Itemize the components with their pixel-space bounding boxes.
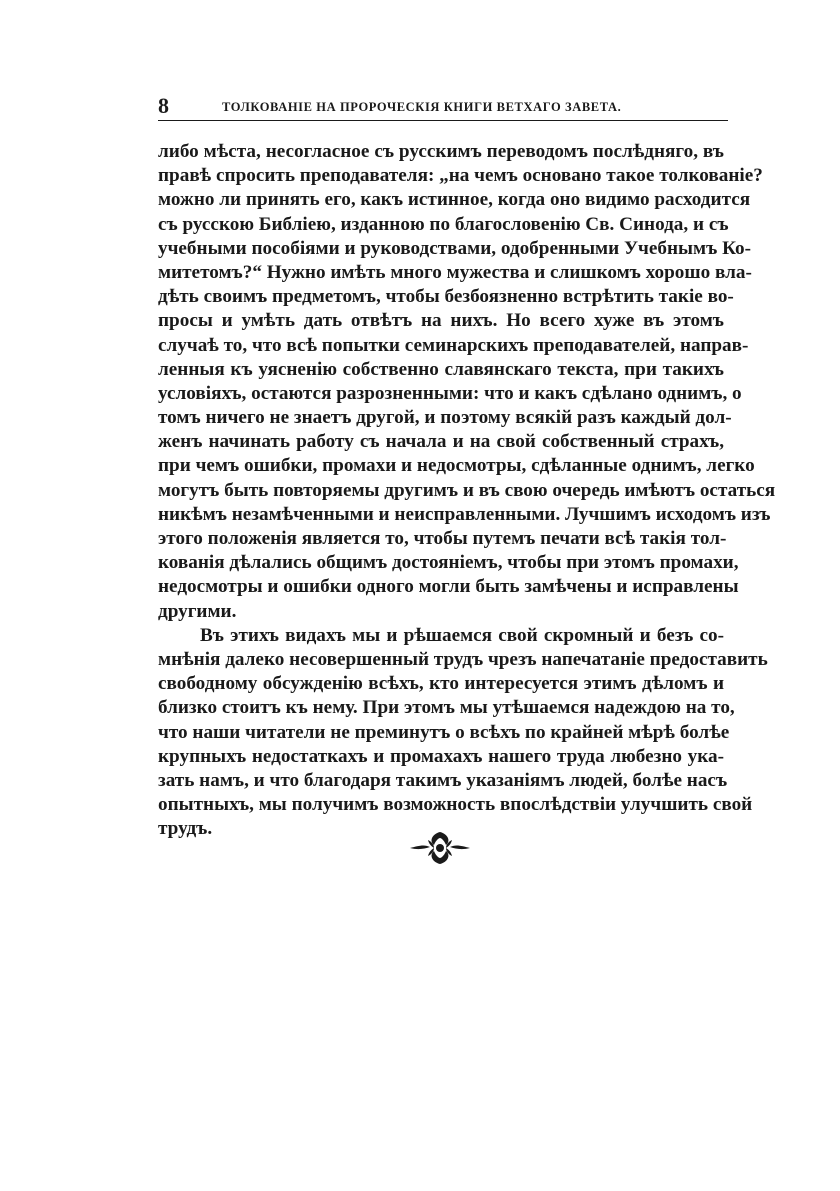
text-line: трудъ. — [158, 818, 213, 840]
body-text — [158, 140, 776, 841]
text-line: недосмотры и ошибки одного могли быть замѣчены и исправлены — [158, 576, 739, 598]
text-line: томъ ничего не знаетъ другой, и поэтому всякій разъ каждый дол- — [158, 407, 732, 429]
text-line: крупныхъ недостаткахъ и промахахъ нашего труда любезно ука- — [158, 745, 724, 767]
paragraph-2 — [158, 624, 768, 842]
page-number: 8 — [158, 93, 169, 118]
text-line: митетомъ?“ Нужно имѣть много мужества и слишкомъ хорошо вла- — [158, 261, 752, 283]
paragraph-1 — [158, 140, 776, 624]
text-line: опытныхъ, мы получимъ возможность впослѣдствіи улучшить свой — [158, 794, 753, 816]
text-line: свободному обсужденію всѣхъ, кто интересуется этимъ дѣломъ и — [158, 673, 724, 695]
text-line: кованія дѣлались общимъ достояніемъ, чтобы при этомъ промахи, — [158, 552, 739, 574]
fleuron-icon — [410, 830, 470, 866]
text-line: при чемъ ошибки, промахи и недосмотры, сдѣланные однимъ, легко — [158, 455, 755, 477]
text-line: случаѣ то, что всѣ попытки семинарскихъ преподавателей, направ- — [158, 334, 749, 356]
text-line: учебными пособіями и руководствами, одобренными Учебнымъ Ко- — [158, 237, 752, 259]
text-line: никѣмъ незамѣченными и неисправленными. Лучшимъ исходомъ изъ — [158, 503, 771, 525]
text-line: что наши читатели не преминутъ о всѣхъ по крайней мѣрѣ болѣе — [158, 721, 730, 743]
page-header — [158, 94, 728, 124]
text-line: правѣ спросить преподавателя: „на чемъ основано такое толкованіе? — [158, 165, 763, 187]
text-line: можно ли принять его, какъ истинное, когда оно видимо расходится — [158, 189, 751, 211]
text-line: Въ этихъ видахъ мы и рѣшаемся свой скромный и безъ со- — [200, 624, 724, 646]
text-line: зать намъ, и что благодаря такимъ указаніямъ людей, болѣе насъ — [158, 769, 728, 791]
text-line: ленныя къ уясненію собственно славянскаго текста, при такихъ — [158, 358, 724, 380]
text-line: дѣть своимъ предметомъ, чтобы безбоязненно встрѣтить такіе во- — [158, 286, 734, 308]
header-rule — [158, 120, 728, 121]
text-line: либо мѣста, несогласное съ русскимъ переводомъ послѣдняго, въ — [158, 141, 724, 162]
text-line: могутъ быть повторяемы другимъ и въ свою очередь имѣютъ остаться — [158, 479, 776, 501]
running-title: ТОЛКОВАНІЕ НА ПРОРОЧЕСКІЯ КНИГИ ВЕТХАГО ЗАВЕТА. — [222, 100, 622, 114]
text-line: женъ начинать работу съ начала и на свой собственный страхъ, — [158, 431, 724, 453]
text-line: другими. — [158, 600, 237, 622]
text-line: съ русскою Библіею, изданною по благословенію Св. Синода, и съ — [158, 213, 729, 235]
text-line: близко стоитъ къ нему. При этомъ мы утѣшаемся надеждою на то, — [158, 697, 735, 719]
text-line: мнѣнія далеко несовершенный трудъ чрезъ напечатаніе предоставить — [158, 648, 768, 670]
text-line: просы и умѣть дать отвѣтъ на нихъ. Но всего хуже въ этомъ — [158, 310, 724, 332]
text-line: этого положенія является то, чтобы путемъ печати всѣ такія тол- — [158, 528, 727, 549]
text-line: условіяхъ, остаются разрозненными: что и какъ сдѣлано однимъ, о — [158, 382, 742, 404]
